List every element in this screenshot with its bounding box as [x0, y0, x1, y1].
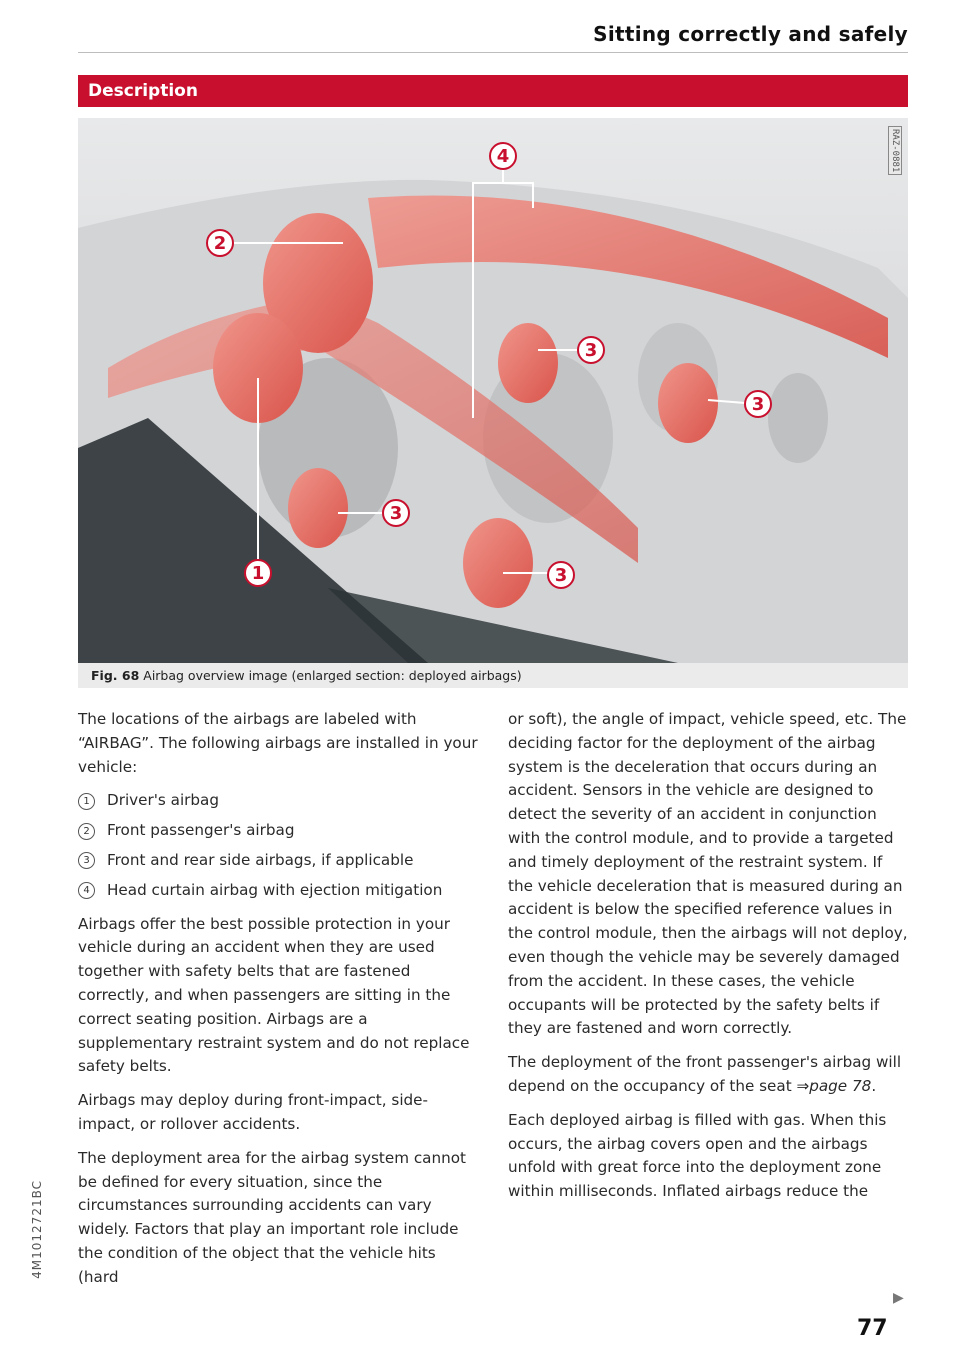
list-number-badge: 4 — [78, 882, 95, 899]
body-paragraph: The deployment area for the airbag system cannot be defined for every situation, since the circumstances surrounding accidents can vary widely. Factors that play an important role include the condition of the object that the vehicle hits (hard — [78, 1148, 466, 1286]
body-paragraph: Each deployed airbag is filled with gas. When this occurs, the airbag covers open and the airbags unfold with great force into the deployment zone within milliseconds. Inflated airbags reduce the — [508, 1110, 887, 1201]
callout-3d-label: 3 — [554, 565, 568, 586]
document-code: 4M1012721BC — [30, 1180, 44, 1279]
list-item — [78, 879, 480, 903]
callout-3-d — [548, 562, 574, 588]
callout-4-label: 4 — [496, 146, 510, 167]
callout-3-a — [578, 337, 604, 363]
callout-1 — [245, 560, 271, 586]
callout-3c-label: 3 — [389, 503, 403, 524]
body-paragraph-with-reference — [508, 1051, 910, 1099]
figure-caption-text: Airbag overview image (enlarged section: deployed airbags) — [143, 668, 522, 683]
side-airbag-front-right — [498, 323, 558, 403]
callout-3-b — [745, 391, 771, 417]
callout-3a-label: 3 — [584, 340, 598, 361]
figure-id-label: RAZ-0881 — [888, 126, 902, 175]
list-item-text: Driver's airbag — [107, 791, 220, 810]
side-airbag-front-left — [288, 468, 348, 548]
page-number: 77 — [857, 1316, 888, 1341]
list-item — [78, 789, 480, 813]
list-item — [78, 819, 480, 843]
left-column — [78, 708, 480, 1300]
list-item-text: Head curtain airbag with ejection mitigation — [107, 880, 443, 899]
figure-caption — [78, 663, 908, 688]
list-item-text: Front passenger's airbag — [107, 821, 295, 840]
body-text: The deployment of the front passenger's airbag will depend on the occupancy of the seat — [508, 1053, 902, 1095]
arrow-right-icon: ⇒ — [796, 1076, 810, 1095]
callout-4 — [490, 143, 516, 169]
airbag-figure — [78, 118, 908, 663]
body-paragraph: Airbags may deploy during front-impact, side-impact, or rollover accidents. — [78, 1091, 429, 1133]
page-reference-text: page 78 — [809, 1076, 872, 1095]
body-text: . — [871, 1076, 877, 1095]
callout-1-label: 1 — [251, 563, 265, 584]
page-reference-link[interactable] — [796, 1077, 871, 1095]
list-item-text: Front and rear side airbags, if applicable — [107, 850, 414, 869]
callout-2-label: 2 — [213, 233, 227, 254]
airbag-illustration — [78, 118, 908, 663]
page-header-title: Sitting correctly and safely — [593, 22, 908, 46]
callout-3-c — [383, 500, 409, 526]
intro-paragraph: The locations of the airbags are labeled with “AIRBAG”. The following airbags are installed in your vehicle: — [78, 710, 478, 776]
rear-seat-right — [768, 373, 828, 463]
side-airbag-rear-right — [658, 363, 718, 443]
section-title: Description — [78, 75, 908, 107]
header-divider — [78, 52, 908, 53]
airbag-list — [78, 789, 480, 902]
right-column — [508, 708, 910, 1214]
list-number-badge: 3 — [78, 852, 95, 869]
body-paragraph: Airbags offer the best possible protection in your vehicle during an accident when they are used together with safety belts that are fastened correctly, and when passengers are sitting in the correct seating position. Airbags are a supplementary restraint system and do not replace safety belts. — [78, 914, 470, 1076]
list-number-badge: 1 — [78, 793, 95, 810]
figure-caption-label: Fig. 68 — [91, 668, 140, 683]
continue-arrow-icon: ▶ — [893, 1290, 904, 1306]
callout-2 — [207, 230, 233, 256]
side-airbag-rear-left — [463, 518, 533, 608]
body-paragraph: or soft), the angle of impact, vehicle speed, etc. The deciding factor for the deployment of the airbag system is the deceleration that occurs during an accident. Sensors in the vehicle are designed to detect the severity of an accident in conjunction with the control module, and to provide a targeted and timely deployment of the restraint system. If the vehicle deceleration that is measured during an accident is below the specified reference values in the control module, then the airbags will not deploy, even though the vehicle may be severely damaged from the accident. In these cases, the vehicle occupants will be protected by the safety belts if they are fastened and worn correctly. — [508, 710, 908, 1038]
list-item — [78, 849, 480, 873]
callout-3b-label: 3 — [751, 394, 765, 415]
list-number-badge: 2 — [78, 823, 95, 840]
